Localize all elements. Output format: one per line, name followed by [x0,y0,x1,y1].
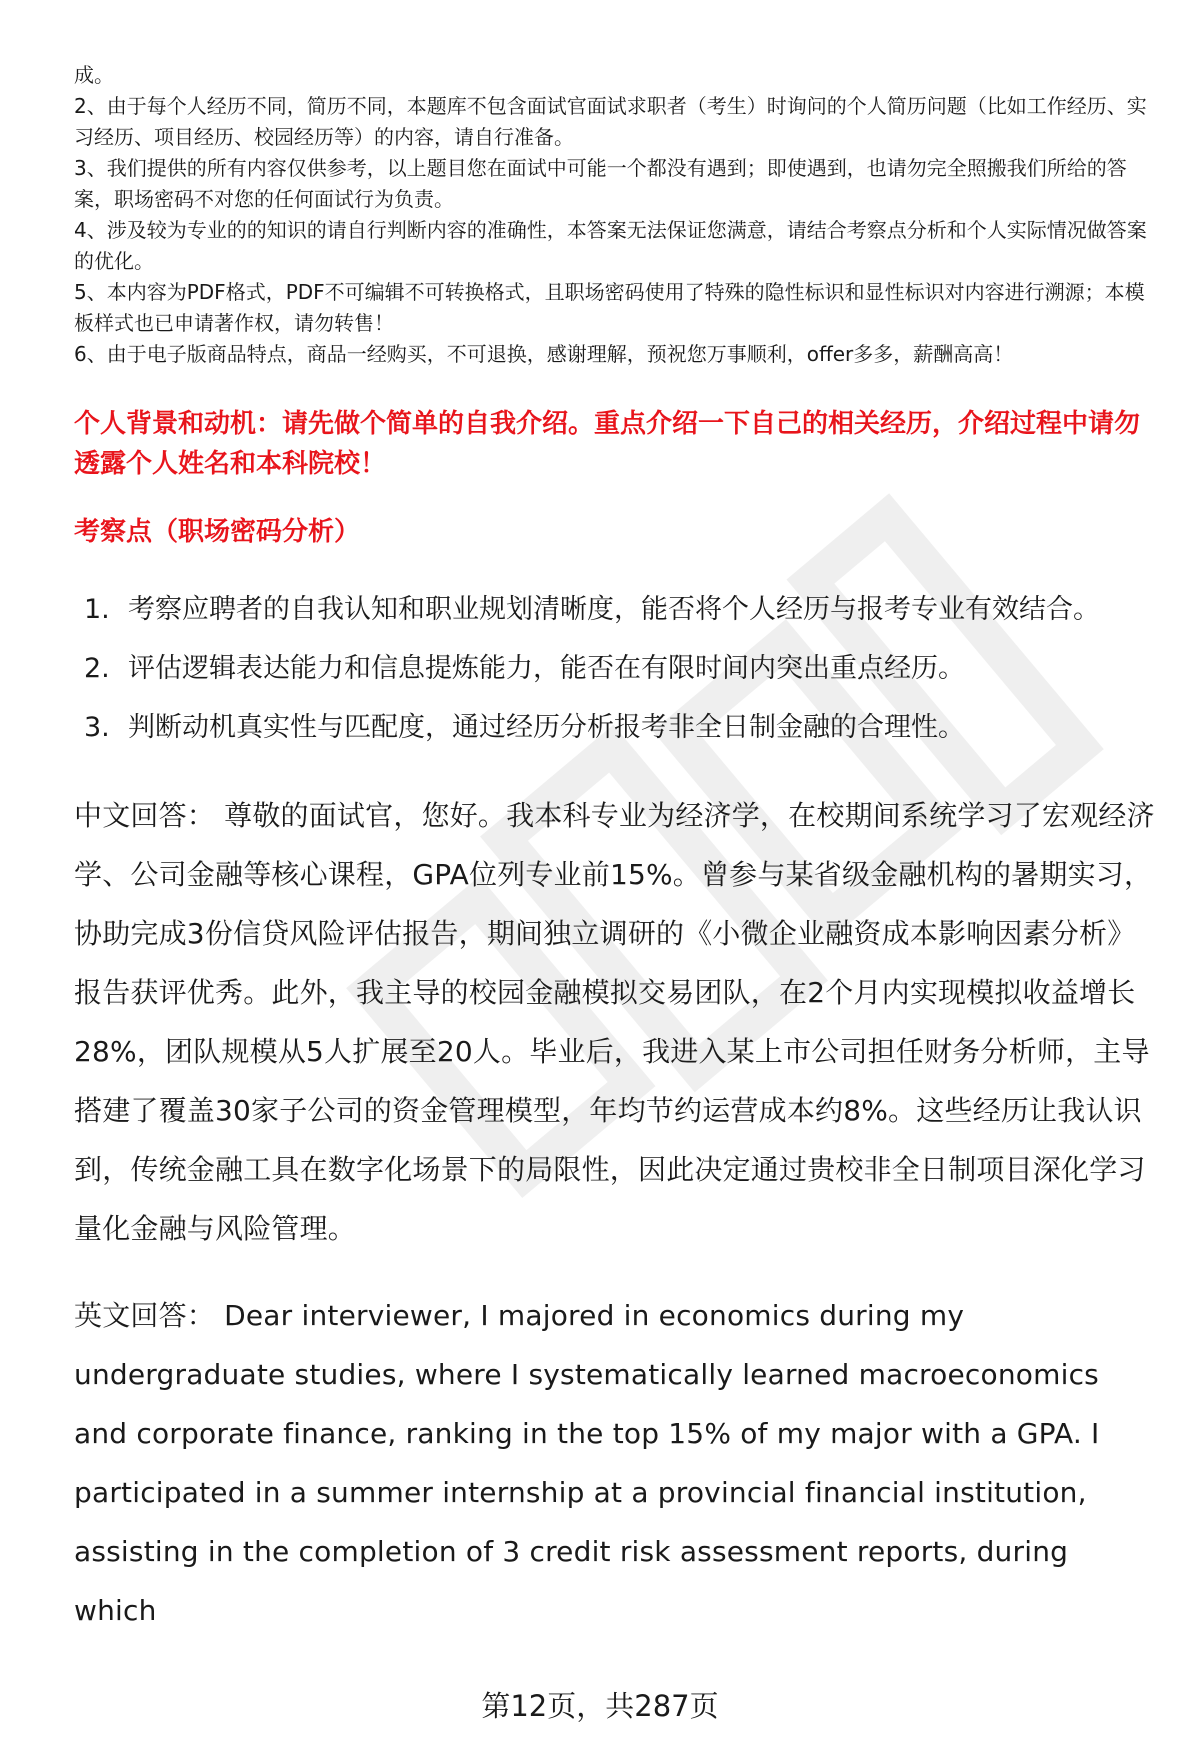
chinese-answer-text: 尊敬的面试官，您好。我本科专业为经济学，在校期间系统学习了宏观经济学、公司金融等核心课程，GPA位列专业前15%。曾参与某省级金融机构的暑期实习，协助完成3份信贷风险评估报告，期间独立调研的《小微企业融资成本影响因素分析》报告获评优秀。此外，我主导的校园金融模拟交易团队，在2个月内实现模拟收益增长28%，团队规模从5人扩展至20人。毕业后，我进入某上市公司担任财务分析师，主导搭建了覆盖30家子公司的资金管理模型，年均节约运营成本约8%。这些经历让我认识到，传统金融工具在数字化场景下的局限性，因此决定通过贵校非全日制项目深化学习量化金融与风险管理。 [74,799,1155,1245]
list-item-number: 1. [84,594,110,625]
notice-line: 3、我们提供的所有内容仅供参考，以上题目您在面试中可能一个都没有遇到；即使遇到，也请勿完全照搬我们所给的答案，职场密码不对您的任何面试行为负责。 [74,156,1127,211]
notice-line: 6、由于电子版商品特点，商品一经购买，不可退换，感谢理解，预祝您万事顺利，offer多多，薪酬高高！ [74,342,1014,366]
list-item [74,639,1156,698]
chinese-answer [74,786,1156,1258]
list-item-text: 考察应聘者的自我认知和职业规划清晰度，能否将个人经历与报考专业有效结合。 [128,594,1100,625]
question-heading: 个人背景和动机：请先做个简单的自我介绍。重点介绍一下自己的相关经历，介绍过程中请勿透露个人姓名和本科院校！ [74,409,1141,479]
notice-line: 2、由于每个人经历不同，简历不同，本题库不包含面试官面试求职者（考生）时询问的个人简历问题（比如工作经历、实习经历、项目经历、校园经历等）的内容，请自行准备。 [74,94,1147,149]
page-number-footer: 第12页，共287页 [481,1689,719,1723]
list-item-text: 评估逻辑表达能力和信息提炼能力，能否在有限时间内突出重点经历。 [128,653,965,684]
list-item-text: 判断动机真实性与匹配度，通过经历分析报考非全日制金融的合理性。 [128,712,965,743]
list-item [74,698,1156,757]
notice-line: 成。 [74,63,114,87]
english-answer-label: 英文回答： [74,1299,216,1332]
notice-line: 5、本内容为PDF格式，PDF不可编辑不可转换格式，且职场密码使用了特殊的隐性标识和显性标识对内容进行溯源；本模板样式也已申请著作权，请勿转售！ [74,280,1145,335]
analysis-points-list [74,580,1156,757]
list-item [74,580,1156,639]
notice-line: 4、涉及较为专业的的知识的请自行判断内容的准确性，本答案无法保证您满意，请结合考察点分析和个人实际情况做答案的优化。 [74,218,1147,273]
list-item-number: 2. [84,653,110,684]
analysis-heading: 考察点（职场密码分析） [74,517,361,547]
english-answer [74,1286,1156,1640]
notice-section [74,0,1156,370]
list-item-number: 3. [84,712,110,743]
chinese-answer-label: 中文回答： [74,799,216,832]
document-page [74,0,1156,1640]
english-answer-text: Dear interviewer, I majored in economics during my undergraduate studies, where I systematically learned macroeconomics and corporate finance, ranking in the top 15% of my major with a GPA. I participated in a summer internship at a provincial financial institution, assisting in the completion of 3 credit risk assessment reports, during which [74,1299,1100,1627]
